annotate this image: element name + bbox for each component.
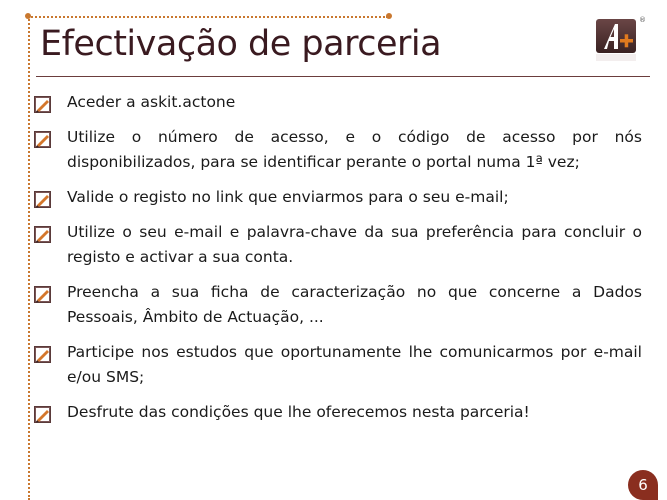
- list-item: [34, 340, 642, 390]
- pencil-square-icon: [34, 406, 52, 423]
- bullet-text: Preencha a sua ficha de caracterização no que concerne a Dados Pessoais, Âmbito de Actuação, ...: [67, 283, 642, 326]
- pencil-square-icon: [34, 191, 52, 208]
- border-corner-dot: [25, 13, 31, 19]
- pencil-square-icon: [34, 226, 52, 243]
- bullet-text: Participe nos estudos que oportunamente lhe comunicarmos por e-mail e/ou SMS;: [67, 343, 642, 386]
- border-end-dot: [386, 13, 392, 19]
- pencil-square-icon: [34, 96, 52, 113]
- pencil-square-icon: [34, 286, 52, 303]
- list-item: [34, 185, 642, 210]
- slide-title: Efectivação de parceria: [40, 24, 442, 64]
- pencil-square-icon: [34, 131, 52, 148]
- a-plus-logo-icon: [596, 19, 636, 61]
- bullet-text: Utilize o seu e-mail e palavra-chave da sua preferência para concluir o registo e activar a sua conta.: [67, 223, 642, 266]
- bullet-text: Valide o registo no link que enviarmos para o seu e-mail;: [67, 188, 509, 206]
- registered-mark: ®: [639, 16, 646, 24]
- top-dotted-border: [28, 16, 388, 18]
- list-item: [34, 90, 642, 115]
- list-item: [34, 400, 642, 425]
- pencil-square-icon: [34, 346, 52, 363]
- list-item: [34, 220, 642, 270]
- bullet-list: [34, 90, 642, 425]
- bullet-text: Desfrute das condições que lhe oferecemos nesta parceria!: [67, 403, 530, 421]
- list-item: [34, 125, 642, 175]
- left-dotted-border: [28, 16, 30, 500]
- list-item: [34, 280, 642, 330]
- bullet-text: Aceder a askit.actone: [67, 93, 236, 111]
- page-number-badge: 6: [628, 470, 658, 500]
- bullet-text: Utilize o número de acesso, e o código de acesso por nós disponibilizados, para se identificar perante o portal numa 1ª vez;: [67, 128, 642, 171]
- title-underline: [36, 76, 650, 77]
